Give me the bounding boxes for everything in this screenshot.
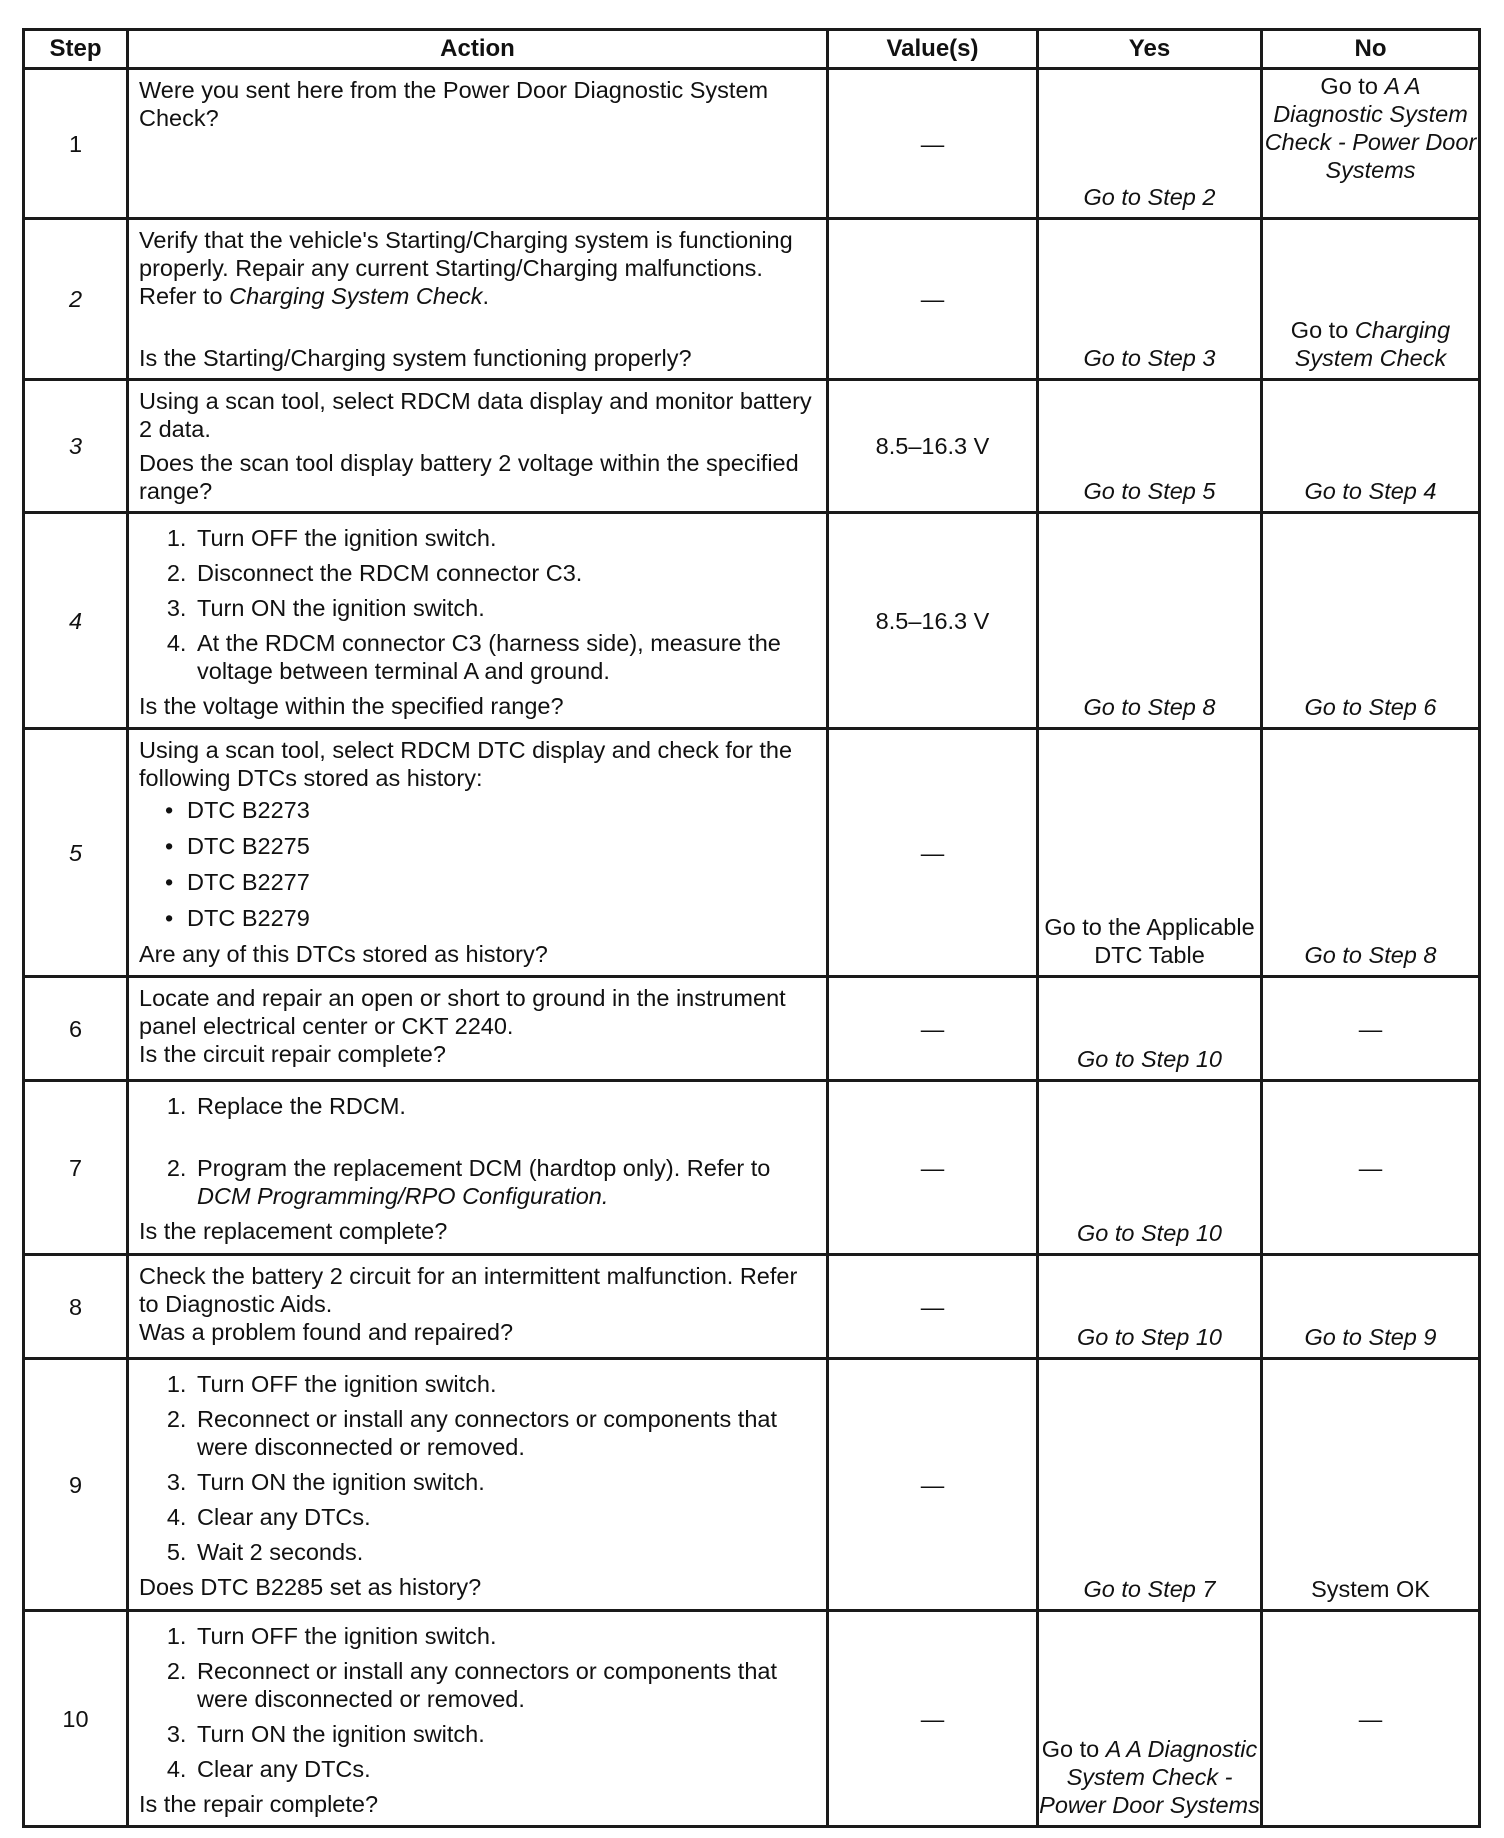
action-text: Using a scan tool, select RDCM data display and monitor battery 2 data. [139,388,812,442]
step-number: 2 [24,219,128,380]
action-text: Using a scan tool, select RDCM DTC display and check for the following DTCs stored as history: [139,737,793,791]
table-row-step-4 [24,513,1480,729]
action-question: Is the Starting/Charging system functioning properly? [139,345,692,371]
action-text [139,226,816,310]
list-item: 1. Turn OFF the ignition switch. [193,1622,816,1650]
action-cell [128,1359,828,1611]
list-item: 3. Turn ON the ignition switch. [193,594,816,622]
table-row-step-3 [24,380,1480,513]
header-no: No [1262,30,1480,69]
action-question: Is the circuit repair complete? [139,1041,446,1067]
no-cell: Go to Step 6 [1262,513,1480,729]
list-item: 3. Turn ON the ignition switch. [193,1720,816,1748]
action-steps-list [139,524,816,685]
list-item: 1. Turn OFF the ignition switch. [193,1370,816,1398]
value-cell: — [828,1081,1038,1255]
list-item: 4. At the RDCM connector C3 (harness side), measure the voltage between terminal A and ground. [193,629,816,685]
list-item: 1. Turn OFF the ignition switch. [193,524,816,552]
list-item: 1. Replace the RDCM. [193,1092,816,1120]
action-steps-list [139,1092,816,1210]
no-cell: Go to Step 4 [1262,380,1480,513]
table-row-step-8 [24,1255,1480,1359]
action-question: Is the repair complete? [139,1791,379,1817]
action-question: Is the voltage within the specified range? [139,693,564,719]
no-cell: Go to Step 9 [1262,1255,1480,1359]
no-cell [1262,69,1480,219]
yes-cell: Go to Step 7 [1038,1359,1262,1611]
no-prefix: Go to [1290,317,1355,343]
action-text: Locate and repair an open or short to ground in the instrument panel electrical center or CKT 2240. [139,985,786,1039]
header-values: Value(s) [828,30,1038,69]
table-row-step-5 [24,729,1480,977]
list-item: 2. Disconnect the RDCM connector C3. [193,559,816,587]
dtc-list [139,796,816,932]
no-reference: Charging System Check [1294,317,1451,371]
yes-cell: Go to Step 8 [1038,513,1262,729]
list-item: 2. Reconnect or install any connectors or components that were disconnected or removed. [193,1657,816,1713]
list-item: • DTC B2273 [187,796,816,824]
step-number: 1 [24,69,128,219]
list-item: • DTC B2275 [187,832,816,860]
yes-cell [1038,1611,1262,1827]
action-question: Does DTC B2285 set as history? [139,1574,482,1600]
header-action: Action [128,30,828,69]
yes-cell: Go to Step 2 [1038,69,1262,219]
no-cell: System OK [1262,1359,1480,1611]
yes-cell: Go to Step 5 [1038,380,1262,513]
diagnostic-table [22,28,1481,1828]
value-cell: — [828,729,1038,977]
list-item: • DTC B2277 [187,868,816,896]
step-number: 9 [24,1359,128,1611]
action-text-main: Verify that the vehicle's Starting/Charging system is functioning properly. Repair any current Starting/Charging malfunctions. Refer to [139,227,793,309]
action-question: Is the replacement complete? [139,1218,448,1244]
no-reference: A A Diagnostic System Check - Power Door Systems [1264,73,1477,183]
yes-cell: Go to Step 10 [1038,977,1262,1081]
table-row-step-7 [24,1081,1480,1255]
table-row-step-9 [24,1359,1480,1611]
action-question: Was a problem found and repaired? [139,1319,514,1345]
yes-prefix: Go to [1041,1736,1106,1762]
action-cell [128,69,828,219]
step-number: 10 [24,1611,128,1827]
yes-cell: Go to Step 3 [1038,219,1262,380]
no-prefix: Go to [1320,73,1385,99]
step-number: 6 [24,977,128,1081]
table-row-step-2 [24,219,1480,380]
action-steps-list [139,1370,816,1566]
list-item [193,1154,816,1210]
value-cell: — [828,1255,1038,1359]
no-cell: — [1262,1081,1480,1255]
action-cell [128,1255,828,1359]
action-steps-list [139,1622,816,1783]
header-yes: Yes [1038,30,1262,69]
no-cell: — [1262,977,1480,1081]
action-text: Were you sent here from the Power Door Diagnostic System Check? [139,77,769,131]
step-number: 5 [24,729,128,977]
value-cell: 8.5–16.3 V [828,380,1038,513]
action-text: Check the battery 2 circuit for an intermittent malfunction. Refer to Diagnostic Aids. [139,1263,798,1317]
action-question: Are any of this DTCs stored as history? [139,941,548,967]
action-cell [128,977,828,1081]
list-item: 3. Turn ON the ignition switch. [193,1468,816,1496]
action-cell [128,513,828,729]
step-number: 4 [24,513,128,729]
list-item: 5. Wait 2 seconds. [193,1538,816,1566]
action-cell [128,1081,828,1255]
value-cell: — [828,219,1038,380]
yes-cell: Go to the Applicable DTC Table [1038,729,1262,977]
table-row-step-1 [24,69,1480,219]
no-cell: Go to Step 8 [1262,729,1480,977]
action-text-end: . [482,283,490,309]
value-cell: 8.5–16.3 V [828,513,1038,729]
header-step: Step [24,30,128,69]
action-cell [128,219,828,380]
step-number: 7 [24,1081,128,1255]
value-cell: — [828,977,1038,1081]
list-item: 2. Reconnect or install any connectors or components that were disconnected or removed. [193,1405,816,1461]
value-cell: — [828,69,1038,219]
no-cell [1262,219,1480,380]
action-question: Does the scan tool display battery 2 voltage within the specified range? [139,450,799,504]
step-number: 3 [24,380,128,513]
step-number: 8 [24,1255,128,1359]
list-item: 4. Clear any DTCs. [193,1755,816,1783]
yes-cell: Go to Step 10 [1038,1255,1262,1359]
value-cell: — [828,1359,1038,1611]
yes-reference: A A Diagnostic System Check - Power Door Systems [1039,1736,1260,1818]
value-cell: — [828,1611,1038,1827]
action-cell [128,380,828,513]
yes-cell: Go to Step 10 [1038,1081,1262,1255]
action-reference: DCM Programming/RPO Configuration. [197,1183,609,1209]
table-row-step-6 [24,977,1480,1081]
no-cell: — [1262,1611,1480,1827]
list-item-text: Program the replacement DCM (hardtop only). Refer to [197,1155,771,1181]
action-cell [128,729,828,977]
list-item: • DTC B2279 [187,904,816,932]
action-cell [128,1611,828,1827]
table-row-step-10 [24,1611,1480,1827]
action-reference: Charging System Check [229,283,483,309]
header-row [24,30,1480,69]
list-item: 4. Clear any DTCs. [193,1503,816,1531]
